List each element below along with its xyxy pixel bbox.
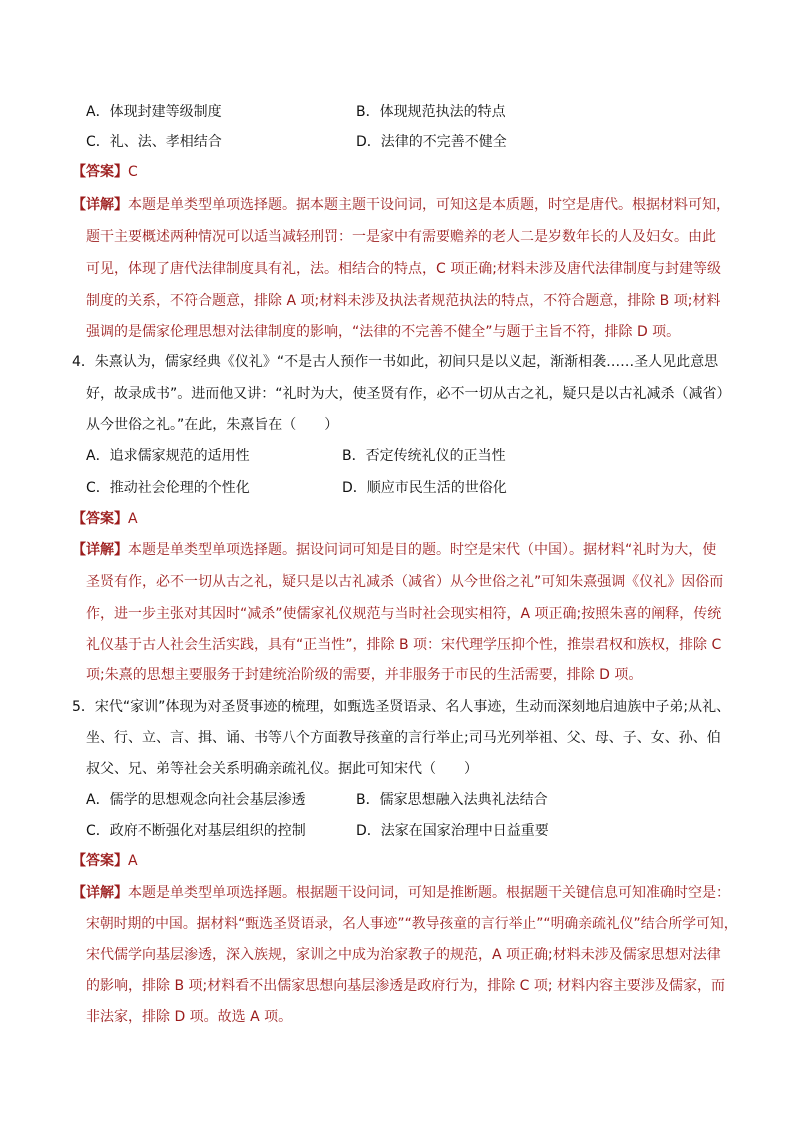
- q5-stem-line-3: 叔父、兄、弟等社会关系明确亲疏礼仪。据此可知宋代（ ）: [86, 761, 478, 777]
- q3-option-b: B．体现规范执法的特点: [356, 104, 506, 120]
- q5-option-b: B．儒家思想融入法典礼法结合: [356, 792, 548, 808]
- q3-detail-line-4: 制度的关系，不符合题意，排除 A 项;材料未涉及执法者规范执法的特点，不符合题意，排除 B 项;材料: [86, 293, 721, 309]
- q4-detail-line-5: 项;朱熹的思想主要服务于封建统治阶级的需要，并非服务于市民的生活需要，排除 D 项。: [86, 667, 643, 683]
- q5-detail-line-3: 宋代儒学向基层渗透，深入族规，家训之中成为治家教子的规范，A 项正确;材料未涉及儒家思想对法律: [86, 947, 721, 963]
- answer-value: A: [128, 511, 138, 527]
- q4-detail-line-4: 礼仪基于古人社会生活实践，具有“正当性”，排除 B 项：宋代理学压抑个性，推崇君权和族权，排除 C: [86, 637, 722, 653]
- q5-detail-line-4: 的影响，排除 B 项;材料看不出儒家思想向基层渗透是政府行为，排除 C 项; 材料内容主要涉及儒家，而: [86, 978, 726, 994]
- answer-value: C: [128, 164, 138, 180]
- q4-option-b: B．否定传统礼仪的正当性: [342, 448, 506, 464]
- q4-detail-line-2: 圣贤有作，必不一切从古之礼，疑只是以古礼减杀（减省）从今世俗之礼”可知朱熹强调《仪礼》因俗而: [86, 574, 724, 590]
- detail-label: 【详解】: [72, 542, 128, 558]
- q5-option-c: C．政府不断强化对基层组织的控制: [86, 823, 306, 839]
- q5-detail-line-1: 【详解】本题是单类型单项选择题。根据题干设问词，可知是推断题。根据题干关键信息可知准确时空是：: [72, 885, 730, 901]
- q4-option-a: A．追求儒家规范的适用性: [86, 448, 250, 464]
- q4-answer: [72, 509, 138, 529]
- answer-label: 【答案】: [72, 853, 128, 869]
- q3-option-c: C．礼、法、孝相结合: [86, 134, 222, 150]
- answer-value: A: [128, 853, 138, 869]
- q5-detail-line-5: 非法家，排除 D 项。故选 A 项。: [86, 1009, 293, 1025]
- q4-stem-line-1: 4．朱熹认为，儒家经典《仪礼》“不是古人预作一书如此，初间只是以义起，渐渐相袭……圣人见此意思: [72, 354, 719, 370]
- q4-option-d: D．顺应市民生活的世俗化: [342, 480, 507, 496]
- q3-detail-line-2: 题干主要概述两种情况可以适当减轻刑罚：一是家中有需要赡养的老人二是岁数年长的人及妇女。由此: [86, 229, 716, 245]
- answer-label: 【答案】: [72, 511, 128, 527]
- q3-option-a: A．体现封建等级制度: [86, 104, 222, 120]
- q5-detail-line-2: 宋朝时期的中国。据材料“甄选圣贤语录，名人事迹”“教导孩童的言行举止”“明确亲疏礼仪”结合所学可知，: [86, 916, 738, 932]
- q5-answer: [72, 851, 138, 871]
- q4-detail-line-3: 作，进一步主张对其因时“减杀”使儒家礼仪规范与当时社会现实相符，A 项正确;按照朱喜的阐释，传统: [86, 606, 722, 622]
- q5-option-d: D．法家在国家治理中日益重要: [356, 823, 549, 839]
- q3-detail-line-3: 可见，体现了唐代法律制度具有礼，法。相结合的特点，C 项正确;材料未涉及唐代法律制度与封建等级: [86, 261, 721, 277]
- q4-detail-line-1: 【详解】本题是单类型单项选择题。据设问词可知是目的题。时空是宋代（中国）。据材料“礼时为大，使: [72, 542, 717, 558]
- q3-detail-line-1: 【详解】本题是单类型单项选择题。据本题主题干设问词，可知这是本质题，时空是唐代。根据材料可知，: [72, 197, 730, 213]
- answer-label: 【答案】: [72, 164, 128, 180]
- q3-detail-line-5: 强调的是儒家伦理思想对法律制度的影响，“法律的不完善不健全”与题于主旨不符，排除 D 项。: [86, 324, 681, 340]
- q4-stem-line-2: 好，故录成书”。进而他又讲：“礼时为大，使圣贤有作，必不一切从古之礼，疑只是以古礼减杀（减省）: [86, 386, 731, 402]
- q5-stem-line-1: 5．宋代“家训”体现为对圣贤事迹的梳理，如甄选圣贤语录、名人事迹，生动而深刻地启迪族中子弟;从礼、: [72, 699, 731, 715]
- q3-option-d: D．法律的不完善不健全: [356, 134, 507, 150]
- q5-option-a: A．儒学的思想观念向社会基层渗透: [86, 792, 306, 808]
- q4-option-c: C．推动社会伦理的个性化: [86, 480, 250, 496]
- q5-stem-line-2: 坐、行、立、言、揖、诵、书等八个方面教导孩童的言行举止;司马光列举祖、父、母、子、女、孙、伯: [86, 730, 721, 746]
- detail-label: 【详解】: [72, 197, 128, 213]
- q4-stem-line-3: 从今世俗之礼。”在此，朱熹旨在（ ）: [86, 417, 339, 433]
- detail-label: 【详解】: [72, 885, 128, 901]
- q3-answer: [72, 162, 138, 182]
